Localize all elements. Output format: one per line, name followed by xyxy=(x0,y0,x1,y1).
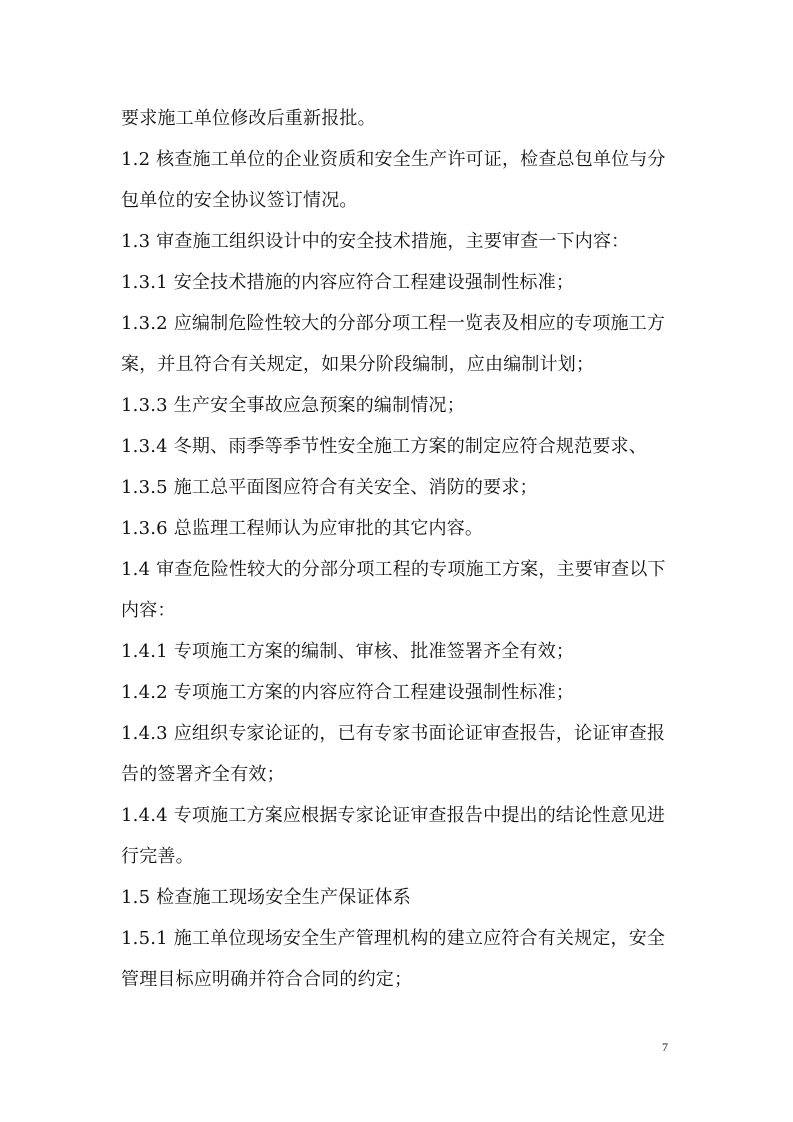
paragraph-line-4: 1.3 审查施工组织设计中的安全技术措施，主要审查一下内容： xyxy=(121,231,630,252)
paragraph-line-19: 行完善。 xyxy=(121,846,194,867)
paragraph-line-1: 要求施工单位修改后重新报批。 xyxy=(121,108,376,129)
document-body xyxy=(121,98,681,1000)
paragraph-line-14: 1.4.1 专项施工方案的编制、审核、批准签署齐全有效； xyxy=(121,641,575,662)
paragraph-line-8: 1.3.3 生产安全事故应急预案的编制情况； xyxy=(121,395,465,416)
paragraph-line-20: 1.5 检查施工现场安全生产保证体系 xyxy=(121,887,411,908)
page-number: 7 xyxy=(662,1040,668,1054)
paragraph-line-18: 1.4.4 专项施工方案应根据专家论证审查报告中提出的结论性意见进 xyxy=(121,805,666,826)
paragraph-line-22: 管理目标应明确并符合合同的约定； xyxy=(121,969,413,990)
paragraph-line-16: 1.4.3 应组织专家论证的，已有专家书面论证审查报告，论证审查报 xyxy=(121,723,666,744)
paragraph-line-7: 案，并且符合有关规定，如果分阶段编制，应由编制计划； xyxy=(121,354,595,375)
paragraph-line-5: 1.3.1 安全技术措施的内容应符合工程建设强制性标准； xyxy=(121,272,575,293)
paragraph-line-6: 1.3.2 应编制危险性较大的分部分项工程一览表及相应的专项施工方 xyxy=(121,313,666,334)
paragraph-line-9: 1.3.4 冬期、雨季等季节性安全施工方案的制定应符合规范要求、 xyxy=(121,436,647,457)
paragraph-line-15: 1.4.2 专项施工方案的内容应符合工程建设强制性标准； xyxy=(121,682,575,703)
paragraph-line-3: 包单位的安全协议签订情况。 xyxy=(121,190,358,211)
paragraph-line-13: 内容： xyxy=(121,600,176,621)
paragraph-line-12: 1.4 审查危险性较大的分部分项工程的专项施工方案，主要审查以下 xyxy=(121,559,666,580)
paragraph-line-10: 1.3.5 施工总平面图应符合有关安全、消防的要求； xyxy=(121,477,538,498)
paragraph-line-2: 1.2 核查施工单位的企业资质和安全生产许可证，检查总包单位与分 xyxy=(121,149,666,170)
paragraph-line-11: 1.3.6 总监理工程师认为应审批的其它内容。 xyxy=(121,518,484,539)
paragraph-line-17: 告的签署齐全有效； xyxy=(121,764,285,785)
paragraph-line-21: 1.5.1 施工单位现场安全生产管理机构的建立应符合有关规定，安全 xyxy=(121,928,666,949)
